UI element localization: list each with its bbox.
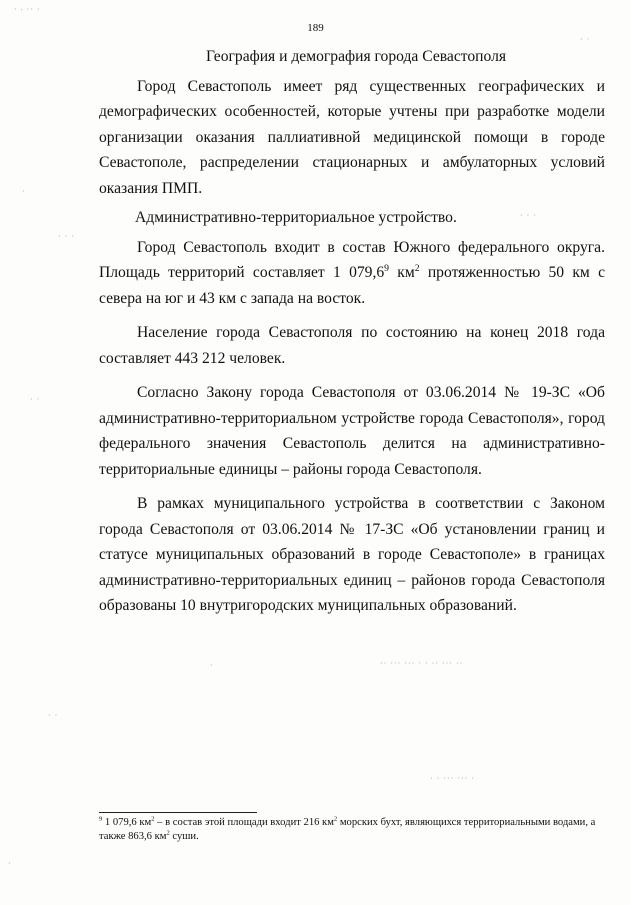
scan-speck: · · ··· ··· · xyxy=(430,774,475,783)
footnote-text-4: суши. xyxy=(169,830,199,842)
paragraph-area xyxy=(99,235,605,312)
section-heading: География и демография города Севастополя xyxy=(205,48,507,65)
paragraph-law-17: В рамках муниципального устройства в соответствии с Законом города Севастополя от 03.06.2014 № 17-ЗС «Об установлении границ и статусе муниципальных образований в городе Севастополе» в границах административно-территориальных единиц – районов города Севастополя образованы 10 внутригородских муниципальных образований. xyxy=(99,495,605,614)
footnote-sup-3: 2 xyxy=(166,828,170,836)
scan-speck: · · xyxy=(48,711,59,720)
area-unit: км xyxy=(389,264,415,281)
scan-speck: · · xyxy=(30,395,41,404)
scan-speck: · ∙ ·· · xyxy=(14,5,41,14)
footnote-marker: 9 xyxy=(99,815,103,823)
paragraph-intro: Город Севастополь имеет ряд существенных географических и демографических особенностей, которые учтены при разработке модели организации оказания паллиативной медицинской помощи в городе Севастополе, распределении стационарных и амбулаторных условий оказания ПМП. xyxy=(99,77,605,197)
scan-speck: · xyxy=(210,661,214,670)
page-number: 189 xyxy=(307,22,324,34)
square-superscript: 2 xyxy=(414,262,420,274)
footnote-sup-1: 2 xyxy=(151,815,155,823)
footnote-text-2: – в состав этой площади входит 216 км xyxy=(154,817,334,828)
footnote xyxy=(99,816,611,843)
footnote-text-3: морских бухт, являющихся территориальными водами, а также 863,6 км xyxy=(99,817,596,842)
footnote-separator xyxy=(99,812,257,813)
paragraph-admin-heading: Административно-территориальное устройство. xyxy=(135,209,457,226)
footnote-sup-2: 2 xyxy=(333,815,338,823)
area-text-before: Город Севастополь входит в состав Южного федерального округа. Площадь территорий составляет 1 079,6 xyxy=(99,238,605,281)
scan-speck: · · · xyxy=(520,211,537,220)
scan-speck: · · xyxy=(580,35,591,44)
footnote-text-1: 1 079,6 км xyxy=(102,817,152,828)
footnote-ref: 9 xyxy=(384,262,389,274)
document-body xyxy=(99,44,605,619)
paragraph-population: Население города Севастополя по состоянию на конец 2018 года составляет 443 212 человек. xyxy=(99,324,605,367)
paragraph-law-19: Согласно Закону города Севастополя от 03.06.2014 № 19-ЗС «Об административно-территориальном устройстве города Севастополя», город федерального значения Севастополь делится на административно-территориальные единицы – районы города Севастополя. xyxy=(99,384,605,478)
scan-speck: · · · xyxy=(58,232,75,241)
area-text-after: протяженностью 50 км с севера на юг и 43 км с запада на восток. xyxy=(99,264,605,307)
scan-speck: · xyxy=(8,859,12,868)
scan-speck: ·· ··· ··· · · ·· ··· ·· xyxy=(380,659,464,668)
scan-speck: · xyxy=(22,187,26,196)
